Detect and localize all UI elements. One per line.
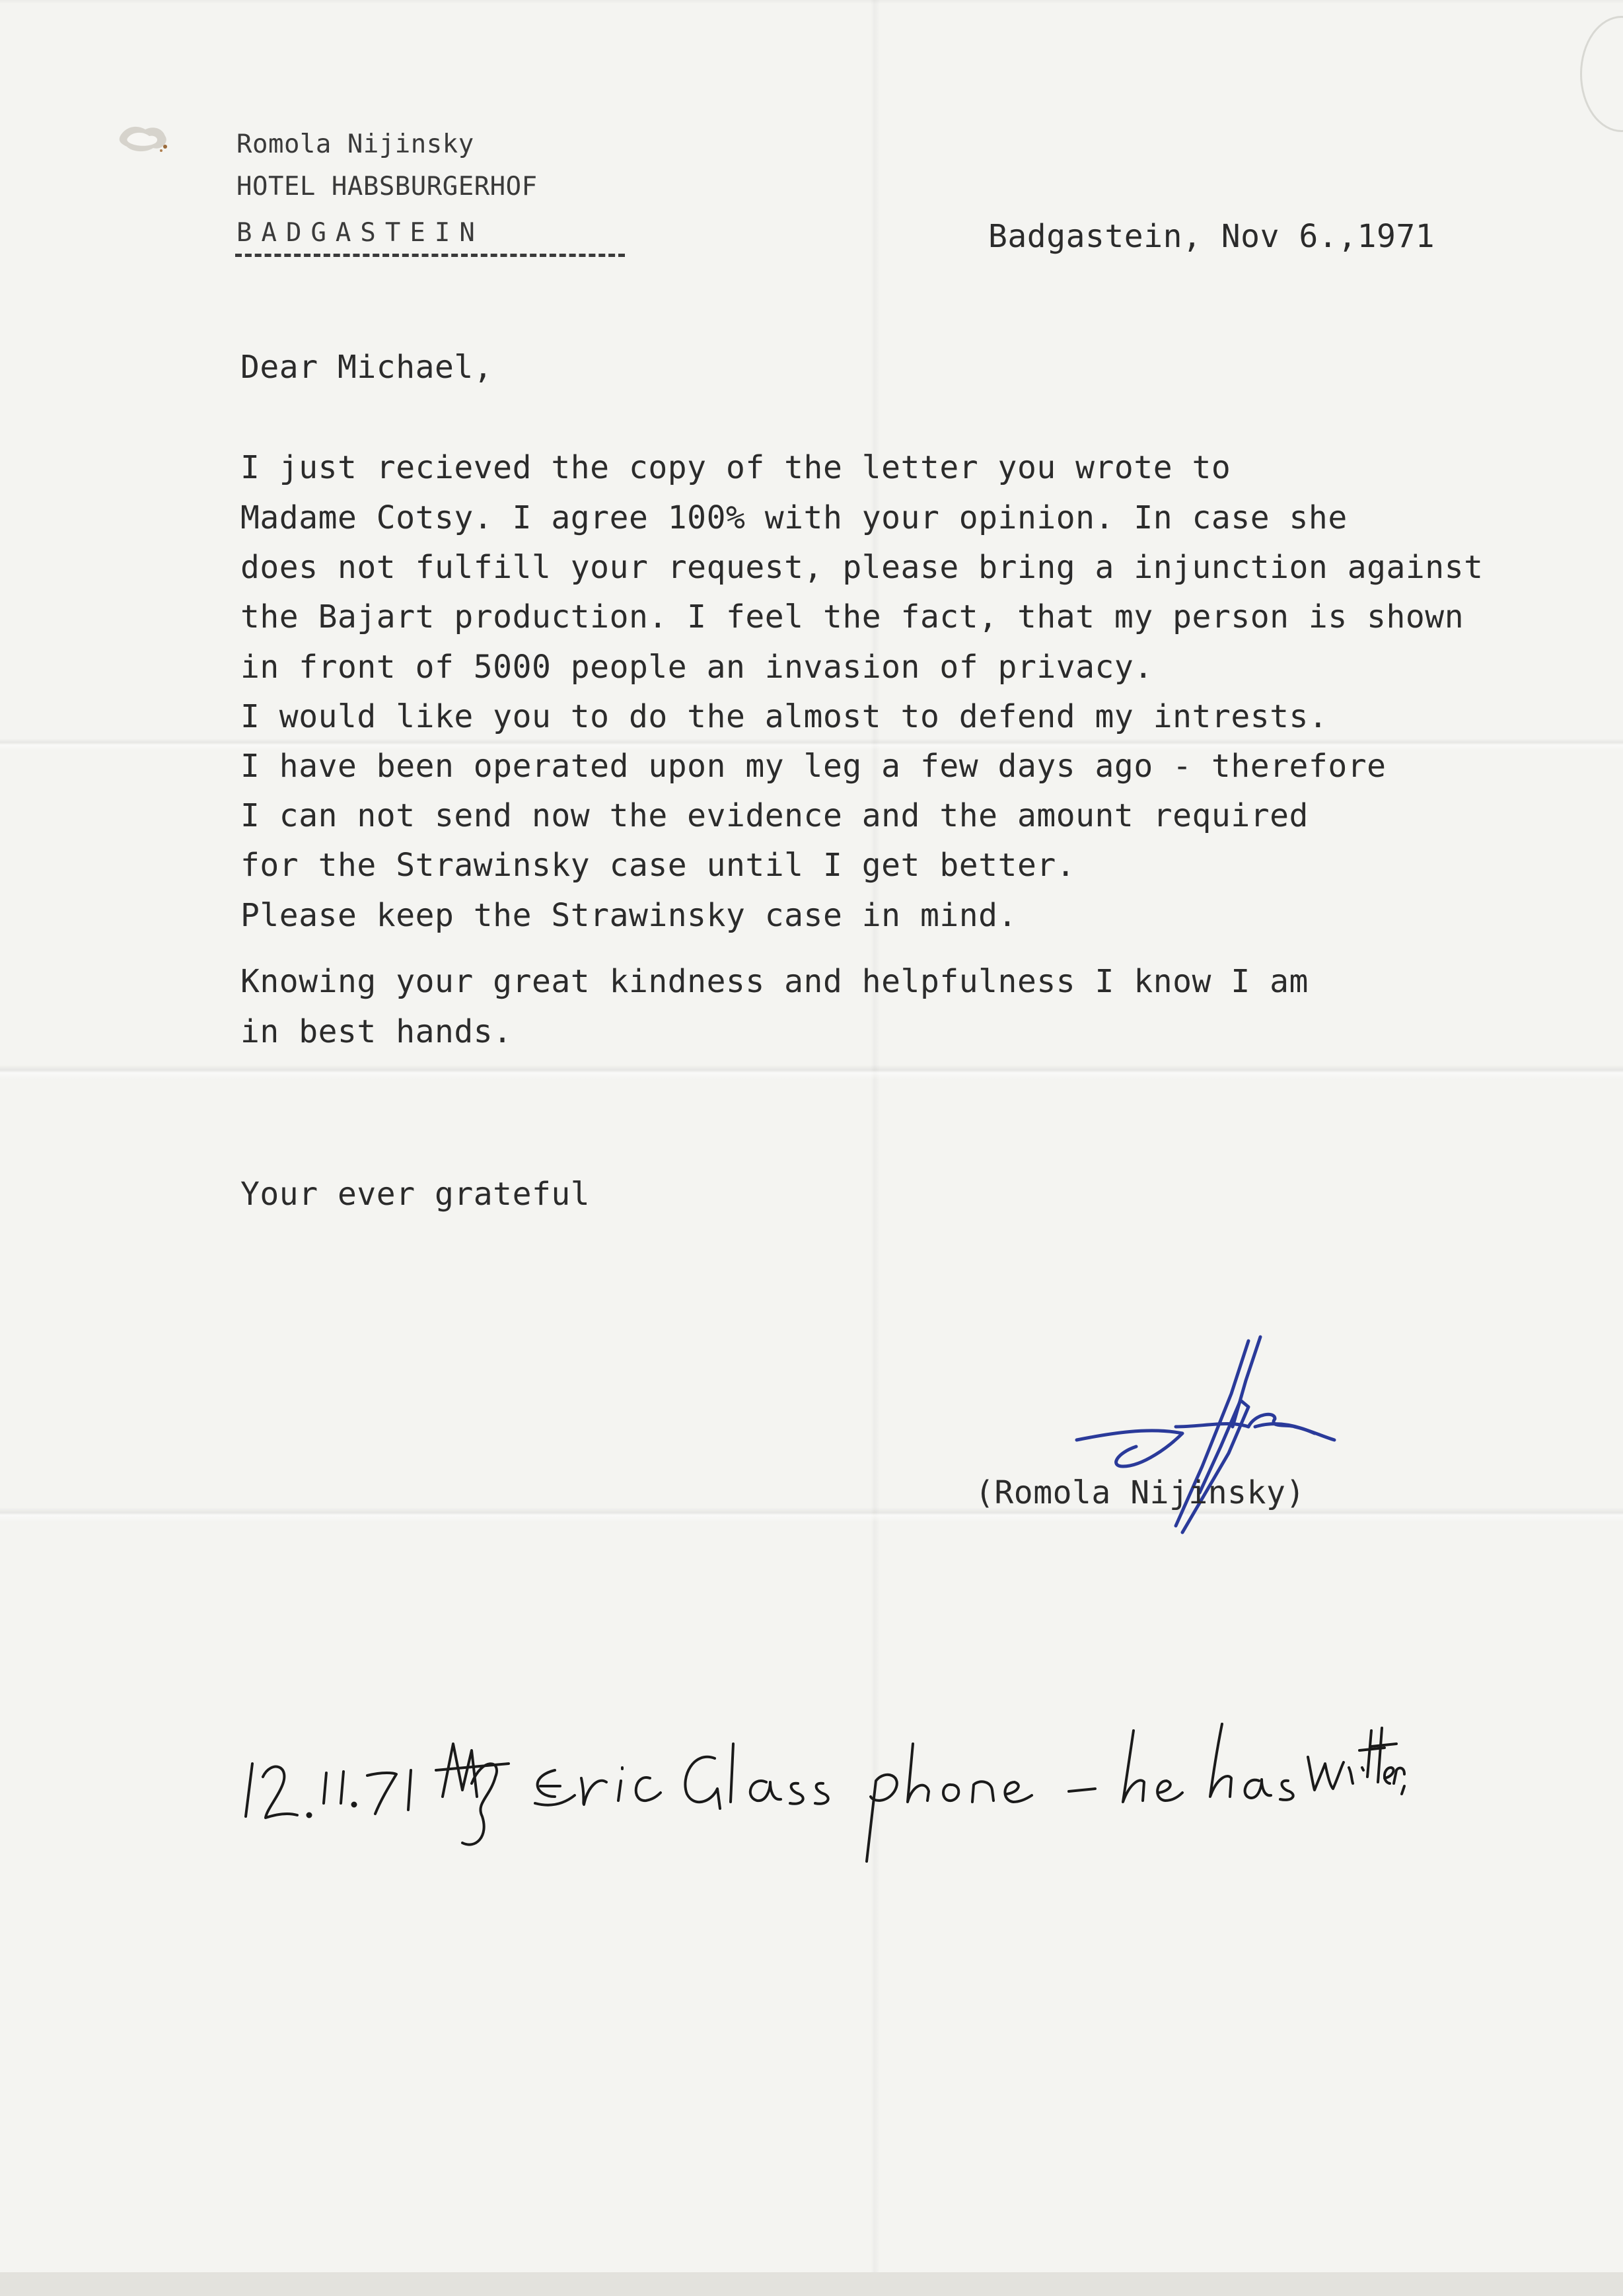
letterhead-hotel: HOTEL HABSBURGERHOF [236,172,538,201]
letterhead-underline [235,254,625,257]
typed-signature-name: (Romola Nijinsky) [975,1474,1305,1511]
letterhead-name: Romola Nijinsky [236,129,474,159]
scan-edge [0,2272,1623,2296]
handwritten-signature-icon [1050,1328,1354,1546]
body-line: does not fulfill your request, please bring a injunction against [240,549,1484,586]
body-line: I would like you to do the almost to defend my intrests. [240,698,1328,735]
body-line: I just recieved the copy of the letter you wrote to [240,449,1231,486]
body-line: the Bajart production. I feel the fact, that my person is shown [240,598,1464,635]
paper-edge-mark [1580,16,1623,132]
closing: Your ever grateful [240,1176,591,1213]
body-line: I can not send now the evidence and the amount required [240,797,1309,834]
body-line: I have been operated upon my leg a few days ago - therefore [240,748,1387,785]
body-line: for the Strawinsky case until I get better. [240,847,1076,884]
letter-date: Badgastein, Nov 6.,1971 [988,218,1435,255]
salutation: Dear Michael, [240,349,493,386]
body-line: in front of 5000 people an invasion of privacy. [240,649,1153,686]
letterhead-city: BADGASTEIN [236,218,484,248]
paper-damage-mark [116,122,173,157]
body-line: Knowing your great kindness and helpfulness I know I am [240,963,1309,1000]
body-line: Madame Cotsy. I agree 100% with your opinion. In case she [240,499,1348,536]
handwritten-note [244,1704,1407,1863]
body-line: Please keep the Strawinsky case in mind. [240,897,1017,934]
body-line: in best hands. [240,1013,513,1050]
